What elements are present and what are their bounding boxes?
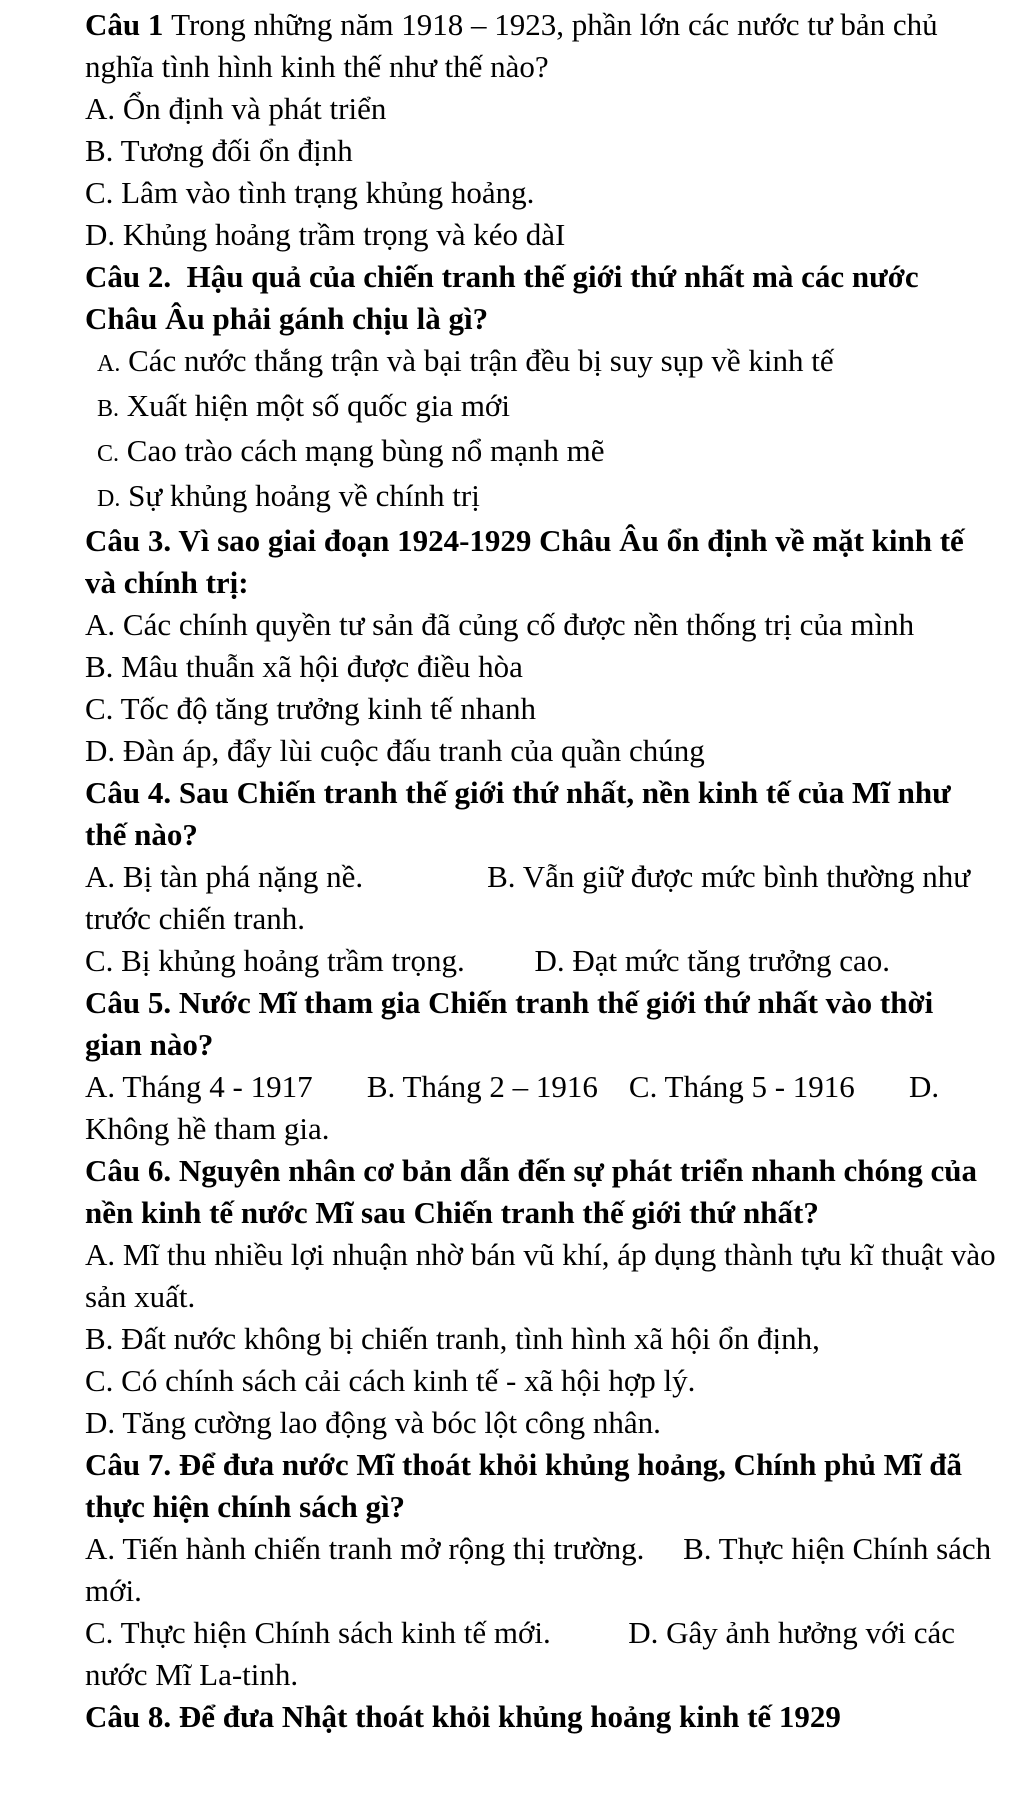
text-segment: C. Bị khủng hoảng trầm trọng. D. Đạt mức tăng trưởng cao. [85,943,891,978]
text-segment: C. Thực hiện Chính sách kinh tế mới. D. Gây ảnh hưởng với các nước Mĩ La-tinh. [85,1615,955,1692]
text-segment: Cao trào cách mạng bùng nổ mạnh mẽ [119,433,605,468]
question-heading-text: Câu 6. Nguyên nhân cơ bản dẫn đến sự phát triển nhanh chóng của nền kinh tế nước Mĩ sau Chiến tranh thế giới thứ nhất? [85,1153,977,1230]
q2-option-b [85,385,996,430]
q1-option-c [85,172,996,214]
text-segment: A. Tiến hành chiến tranh mở rộng thị trường. B. Thực hiện Chính sách mới. [85,1531,992,1608]
q3-option-c [85,688,996,730]
q7-options-cd [85,1612,996,1696]
question-heading-text: Câu 2. Hậu quả của chiến tranh thế giới thứ nhất mà các nước Châu Âu phải gánh chịu là gì? [85,259,919,336]
question-6 [85,1150,996,1234]
text-segment: D. Khủng hoảng trầm trọng và kéo dàI [85,217,566,252]
question-heading-text: Câu 3. Vì sao giai đoạn 1924-1929 Châu Âu ổn định về mặt kinh tế và chính trị: [85,523,964,600]
text-segment: D. Đàn áp, đẩy lùi cuộc đấu tranh của quần chúng [85,733,705,768]
text-segment: B. Đất nước không bị chiến tranh, tình hình xã hội ổn định, [85,1321,820,1356]
q2-option-c [85,430,996,475]
question-4 [85,772,996,856]
text-segment: C. Tốc độ tăng trưởng kinh tế nhanh [85,691,537,726]
q2-option-a [85,340,996,385]
question-heading-text: Câu 8. Để đưa Nhật thoát khỏi khủng hoảng kinh tế 1929 [85,1699,841,1734]
q1-option-b [85,130,996,172]
text-segment: C. [97,441,120,467]
question-7 [85,1444,996,1528]
text-segment: B. Mâu thuẫn xã hội được điều hòa [85,649,523,684]
text-segment: A. [97,351,121,377]
question-1 [85,4,996,88]
q6-option-d [85,1402,996,1444]
question-2 [85,256,996,340]
question-3 [85,520,996,604]
q3-option-b [85,646,996,688]
question-5 [85,982,996,1066]
text-segment: A. Ổn định và phát triển [85,91,387,126]
text-segment: Xuất hiện một số quốc gia mới [119,388,510,423]
question-heading-text: Câu 4. Sau Chiến tranh thế giới thứ nhất, nền kinh tế của Mĩ như thế nào? [85,775,951,852]
text-segment: B. [97,396,120,422]
q2-option-d [85,475,996,520]
q3-option-a [85,604,996,646]
text-segment: Sự khủng hoảng về chính trị [120,478,480,513]
question-heading-text: Câu 1 [85,7,172,42]
text-segment: A. Tháng 4 - 1917 B. Tháng 2 – 1916 C. Tháng 5 - 1916 D. Không hề tham gia. [85,1069,940,1146]
question-heading-text: Câu 5. Nước Mĩ tham gia Chiến tranh thế giới thứ nhất vào thời gian nào? [85,985,934,1062]
q1-option-d [85,214,996,256]
text-segment: B. Tương đối ổn định [85,133,353,168]
text-segment: C. Có chính sách cải cách kinh tế - xã hội hợp lý. [85,1363,696,1398]
text-segment: C. Lâm vào tình trạng khủng hoảng. [85,175,535,210]
q4-options-ab [85,856,996,940]
question-heading-text: Câu 7. Để đưa nước Mĩ thoát khỏi khủng hoảng, Chính phủ Mĩ đã thực hiện chính sách gì? [85,1447,962,1524]
question-8-partial [85,1696,996,1738]
q6-option-a [85,1234,996,1318]
text-segment: A. Các chính quyền tư sản đã củng cố được nền thống trị của mình [85,607,915,642]
text-segment: Các nước thắng trận và bại trận đều bị suy sụp về kinh tế [120,343,834,378]
q5-options [85,1066,996,1150]
text-segment: D. Tăng cường lao động và bóc lột công nhân. [85,1405,661,1440]
text-segment: A. Bị tàn phá nặng nề. B. Vẫn giữ được mức bình thường như trước chiến tranh. [85,859,971,936]
q4-options-cd [85,940,996,982]
q3-option-d [85,730,996,772]
text-segment: A. Mĩ thu nhiều lợi nhuận nhờ bán vũ khí, áp dụng thành tựu kĩ thuật vào sản xuất. [85,1237,996,1314]
q7-options-ab [85,1528,996,1612]
q6-option-b [85,1318,996,1360]
text-segment: Trong những năm 1918 – 1923, phần lớn các nước tư bản chủ nghĩa tình hình kinh thế như thế nào? [85,7,938,84]
q6-option-c [85,1360,996,1402]
text-segment: D. [97,486,121,512]
q1-option-a [85,88,996,130]
